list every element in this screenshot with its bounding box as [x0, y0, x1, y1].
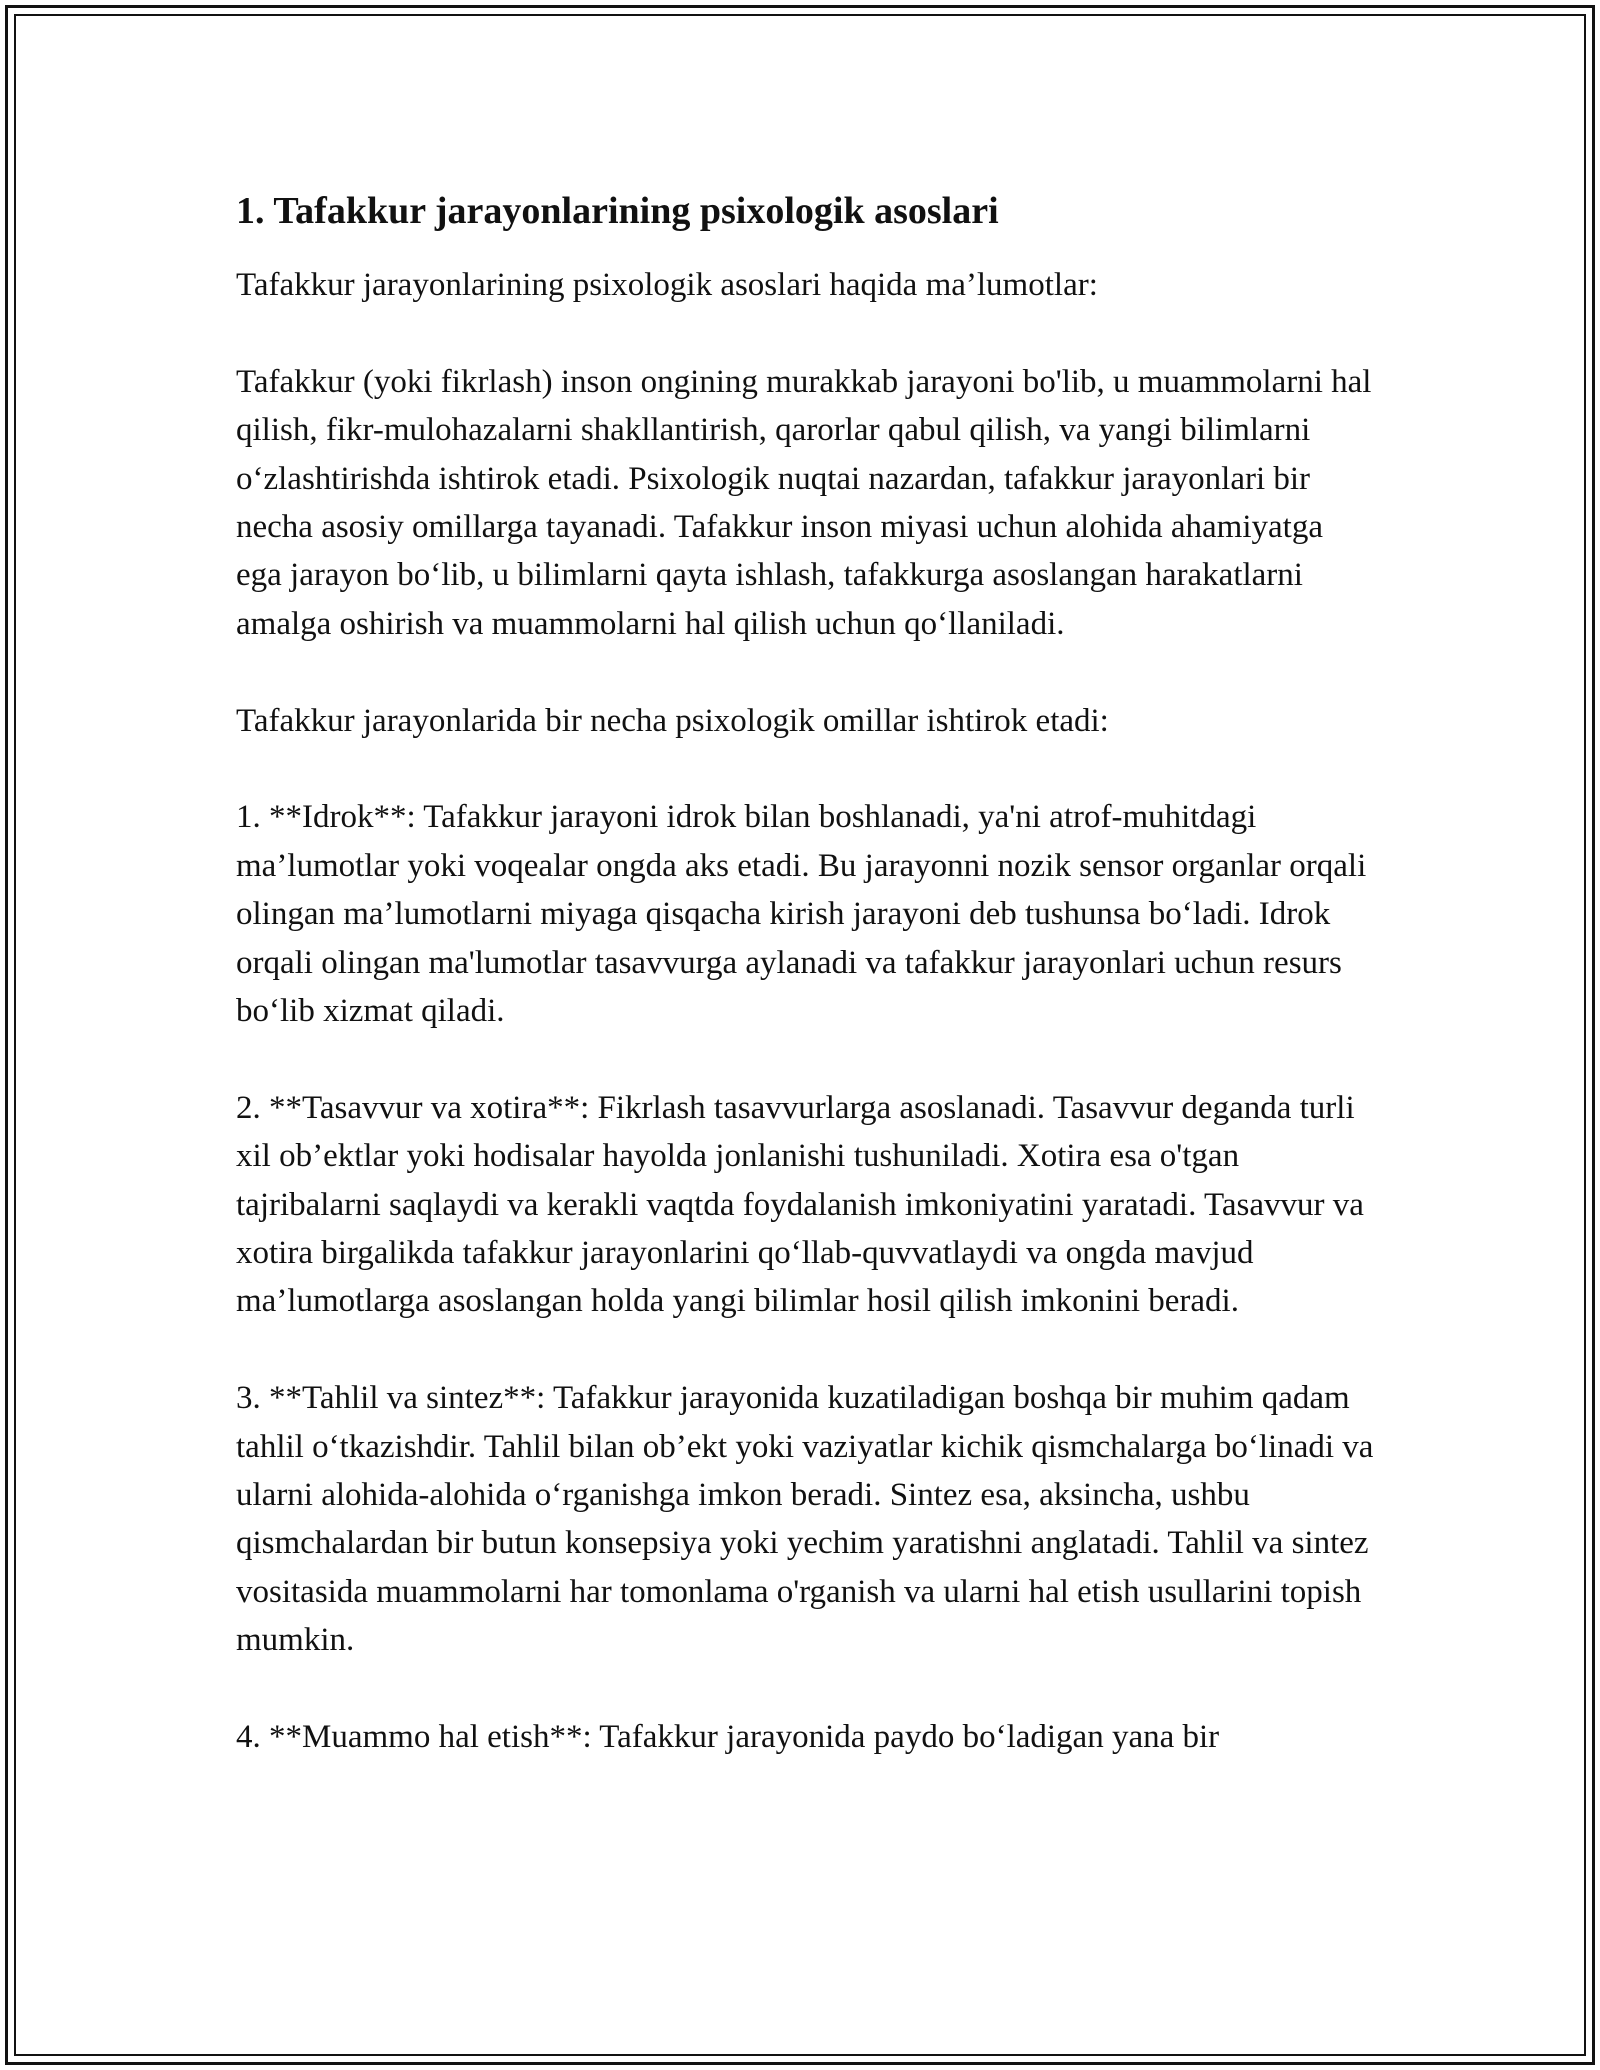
- section-heading: 1. Tafakkur jarayonlarining psixologik asoslari: [236, 190, 999, 232]
- list-item-tasavvur-xotira: 2. **Tasavvur va xotira**: Fikrlash tasavvurlarga asoslanadi. Tasavvur deganda turli xil ob’ektlar yoki hodisalar hayolda jonlanishi tushuniladi. Xotira esa o'tgan tajribalarni saqlaydi va kerakli vaqtda foydalanish imkoniyatini yaratadi. Tasavvur va xotira birgalikda tafakkur jarayonlarini qo‘llab-quvvatlaydi va ongda mavjud ma’lumotlarga asoslangan holda yangi bilimlar hosil qilish imkonini beradi.: [236, 1089, 1364, 1320]
- list-item-idrok: 1. **Idrok**: Tafakkur jarayoni idrok bilan boshlanadi, ya'ni atrof-muhitdagi ma’lumotlar yoki voqealar ongda aks etadi. Bu jarayonni nozik sensor organlar orqali olingan ma’lumotlarni miyaga qisqacha kirish jarayoni deb tushunsa bo‘ladi. Idrok orqali olingan ma'lumotlar tasavvurga aylanadi va tafakkur jarayonlari uchun resurs bo‘lib xizmat qiladi.: [236, 799, 1367, 1030]
- list-item-muammo-hal-etish: 4. **Muammo hal etish**: Tafakkur jarayonida paydo bo‘ladigan yana bir: [236, 1719, 1220, 1756]
- intro-paragraph: Tafakkur jarayonlarining psixologik asoslari haqida ma’lumotlar:: [236, 267, 1098, 303]
- definition-paragraph: Tafakkur (yoki fikrlash) inson ongining murakkab jarayoni bo'lib, u muammolarni hal qilish, fikr-mulohazalarni shakllantirish, qarorlar qabul qilish, va yangi bilimlarni o‘zlashtirishda ishtirok etadi. Psixologik nuqtai nazardan, tafakkur jarayonlari bir necha asosiy omillarga tayanadi. Tafakkur inson miyasi uchun alohida ahamiyatga ega jarayon bo‘lib, u bilimlarni qayta ishlash, tafakkurga asoslangan harakatlarni amalga oshirish va muammolarni hal qilish uchun qo‘llaniladi.: [236, 363, 1372, 642]
- factors-intro-paragraph: Tafakkur jarayonlarida bir necha psixologik omillar ishtirok etadi:: [236, 702, 1109, 739]
- document-body: [236, 187, 1376, 1810]
- list-item-tahlil-sintez: 3. **Tahlil va sintez**: Tafakkur jarayonida kuzatiladigan boshqa bir muhim qadam tahlil o‘tkazishdir. Tahlil bilan ob’ekt yoki vaziyatlar kichik qismchalarga bo‘linadi va ularni alohida-alohida o‘rganishga imkon beradi. Sintez esa, aksincha, ushbu qismchalardan bir butun konsepsiya yoki yechim yaratishni anglatadi. Tahlil va sintez vositasida muammolarni har tomonlama o'rganish va ularni hal etish usullarini topish mumkin.: [236, 1380, 1374, 1659]
